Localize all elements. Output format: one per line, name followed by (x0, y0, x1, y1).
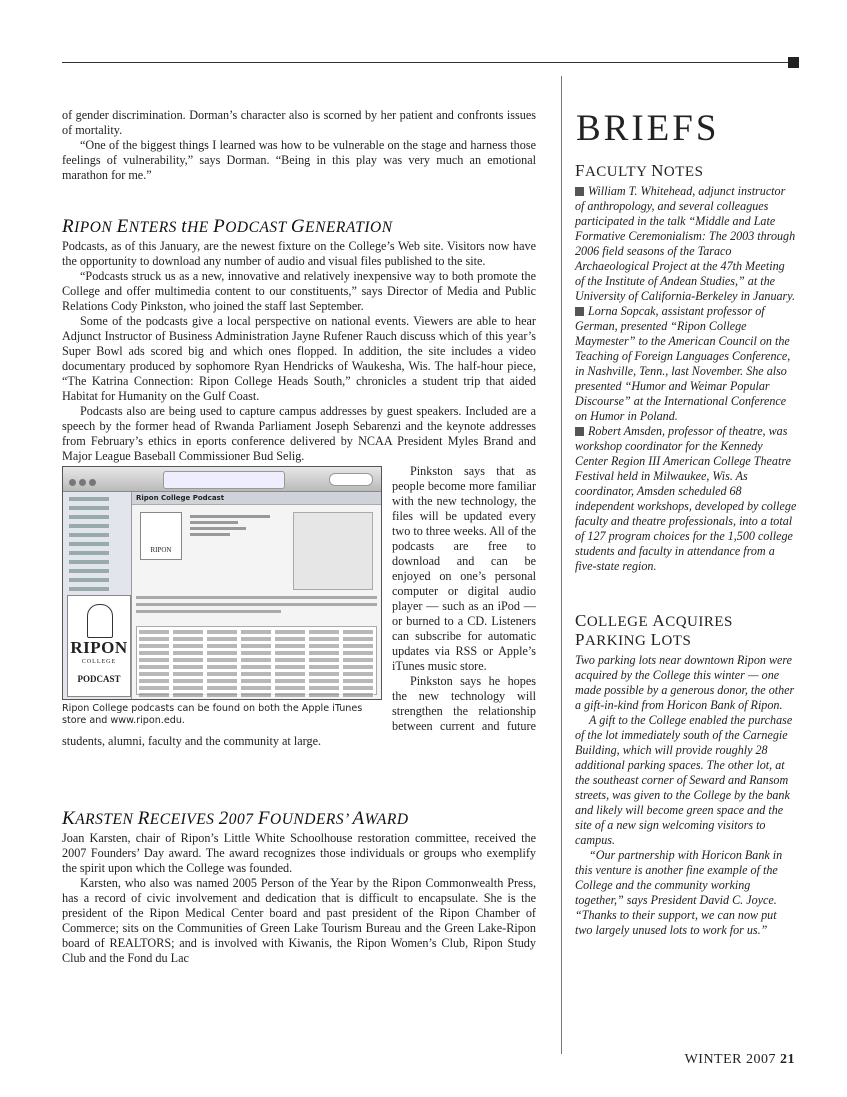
podcast-artwork: RIPON COLLEGE PODCAST (67, 595, 131, 697)
column-divider (561, 76, 562, 1054)
karsten-article (62, 808, 536, 966)
itunes-titlebar (63, 467, 381, 492)
faculty-note: Lorna Sopcak, assistant professor of German, presented “Ripon College Maymester” to the American Council on the Teaching of Foreign Languages Conference, in Nashville, Tenn., last November. She also presented “Humor and Weimar Popular Discourse” at the International Conference on Humor in Poland. (575, 304, 791, 423)
briefs-title: BRIEFS (576, 108, 720, 149)
podcast-figure (62, 466, 382, 727)
faculty-notes-heading: FACULTY NOTES (575, 161, 704, 180)
karsten-heading: KARSTEN RECEIVES 2007 FOUNDERS’ AWARD (62, 808, 409, 829)
main-column (62, 108, 536, 966)
square-bullet-icon (575, 427, 584, 436)
podcast-paragraph: Some of the podcasts give a local perspective on national events. Viewers are able to hear Adjunct Instructor of Business Administration Jayne Rufener Rauch discuss which of this year’s Super Bowl ads scored big and which ones flopped. In addition, the site includes a video documentary produced by sophomore Ryan Hendricks of Waukesha, Wis. The half-hour piece, “The Katrina Connection: Ripon College Heads South,” chronicles a student trip that aided Habitat for Humanity on the Gulf Coast. (62, 314, 536, 403)
store-page-title: Ripon College Podcast (132, 492, 381, 505)
itunes-screenshot (62, 466, 382, 700)
top-rule (62, 62, 788, 63)
podcast-info (190, 512, 270, 548)
podcast-article (62, 216, 536, 749)
parking-paragraph: “Our partnership with Horicon Bank in this venture is another fine example of the College and the community working together,” says President David C. Joyce. “Thanks to their support, we can now put two largely unused lots to work for us.” (575, 848, 783, 937)
parking-paragraph: A gift to the College enabled the purchase of the lot immediately south of the Carnegie Building, which will provide roughly 28 additional parking spaces. The other lot, at the southeast corner of Seward and Ransom streets, was given to the College by the bank and likely will become green space and the site of a new sign welcoming visitors to campus. (575, 713, 793, 847)
podcast-logo-small: RIPON (140, 512, 182, 560)
window-controls (69, 475, 99, 490)
podcast-paragraph: “Podcasts struck us as a new, innovative and relatively inexpensive way to both promote the College and offer multimedia content to our constituents,” says Director of Media and Public Relations Cody Pinkston, who joined the staff last September. (62, 269, 536, 313)
faculty-note: William T. Whitehead, adjunct instructor of anthropology, and several colleagues participated in the talk “Middle and Late Formative Ceremonialism: The 2003 through 2006 field seasons of the Taraco Archaeological Project at the 47th Meeting of the Institute of Andean Studies,” at the University of California-Berkeley in January. (575, 184, 796, 303)
top-square-marker (788, 57, 799, 68)
square-bullet-icon (575, 307, 584, 316)
briefs-sidebar (575, 110, 797, 938)
parking-paragraph: Two parking lots near downtown Ripon were acquired by the College this winter — one made possible by a generous donor, the other a gift-in-kind from Horicon Bank of Ripon. (575, 653, 795, 712)
itunes-store-pane (132, 492, 381, 699)
figure-caption: Ripon College podcasts can be found on both the Apple iTunes store and www.ripon.edu. (62, 703, 363, 726)
podcast-paragraph: Pinkston says he hopes the new technology will strengthen the relationship between current and future students, alumni, faculty and the community at large. (62, 674, 536, 748)
page-folio: WINTER 2007 21 (684, 1052, 795, 1067)
itunes-display (163, 471, 285, 489)
podcast-description (136, 592, 377, 622)
karsten-paragraph: Joan Karsten, chair of Ripon’s Little White Schoolhouse restoration committee, received the 2007 Founders’ Day award. The award recognizes those individuals or groups who exemplify the spirit upon which the College was founded. (62, 831, 536, 875)
square-bullet-icon (575, 187, 584, 196)
podcast-side-panel (293, 512, 373, 590)
bell-tower-icon (87, 604, 113, 638)
karsten-paragraph: Karsten, who also was named 2005 Person of the Year by the Ripon Commonwealth Press, has a record of civic involvement and dedication that is difficult to encapsulate. She is the president of the Ripon Medical Center board and past president of the Ripon Chamber of Commerce; sits on the Communities of Green Lake Tourism Bureau and the Green Lake-Ripon board of REALTORS; and is involved with Kiwanis, the Ripon Women’s Club, Ripon Study Club and the Fond du Lac (62, 876, 536, 965)
podcast-paragraph: Podcasts also are being used to capture campus addresses by guest speakers. Included are a speech by the former head of Rwanda Parliament Joseph Sebarenzi and the keynote addresses from February’s ethics in eports conference delivered by NCAA President Myles Brand and Major League Baseball Commissioner Bud Selig. (62, 404, 536, 463)
episode-table (136, 626, 377, 695)
podcast-paragraph: Podcasts, as of this January, are the newest fixture on the College’s Web site. Visitors now have the opportunity to download any number of audio and visual files published to the site. (62, 239, 536, 268)
parking-heading: COLLEGE ACQUIRES PARKING LOTS (575, 611, 733, 649)
faculty-note: Robert Amsden, professor of theatre, was workshop coordinator for the Kennedy Center Region III American College Theatre Festival held in Milwaukee, Wis. As coordinator, Amsden scheduled 68 independent workshops, developed by college faculty and theatre professionals, into a total of 127 program choices for the 1,500 college students and faculty in attendance from a five-state region. (575, 424, 797, 573)
search-icon (329, 473, 373, 486)
intro-paragraph: of gender discrimination. Dorman’s character also is scorned by her patient and confronts issues of mortality. (62, 108, 536, 137)
intro-section (62, 108, 536, 183)
intro-paragraph: “One of the biggest things I learned was how to be vulnerable on the stage and harness those feelings of vulnerability,” says Dorman. “Being in this play was very much an emotional marathon for me.” (62, 138, 536, 182)
podcast-heading: RIPON ENTERS tHE PODCAST GENERATION (62, 216, 393, 237)
podcast-paragraph: Pinkston says that as people become more familiar with the new technology, the files will be updated every two to three weeks. All of the podcasts are free to download and can be enjoyed on one’s personal computer or digital audio player — such as an iPod — or burned to a CD. Listeners can subscribe for automatic updates via RSS or Apple’s iTunes music store. (392, 464, 536, 673)
